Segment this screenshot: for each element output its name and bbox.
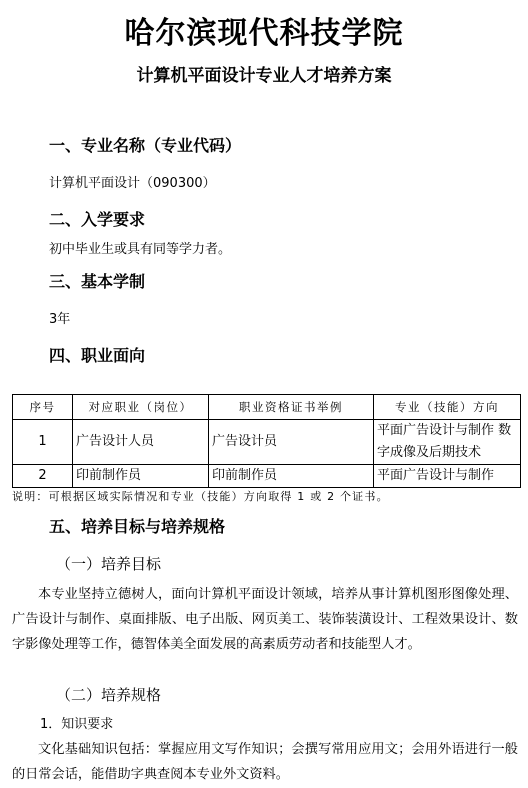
subsection-heading-goals: （一）培养目标 [56, 555, 162, 573]
table-cell-job: 广告设计人员 [73, 420, 209, 465]
table-cell-direction: 平面广告设计与制作 [374, 465, 521, 488]
section-heading-duration: 三、基本学制 [49, 272, 146, 291]
knowledge-heading: 1．知识要求 [40, 717, 114, 732]
admission-text: 初中毕业生或具有同等学力者。 [49, 242, 232, 257]
section-heading-goals-specs: 五、培养目标与培养规格 [49, 517, 226, 536]
table-row [13, 420, 521, 465]
subsection-heading-specs: （二）培养规格 [56, 686, 162, 704]
goals-paragraph: 本专业坚持立德树人，面向计算机平面设计领域，培养从事计算机图形图像处理、广告设计与制作、桌面排版、电子出版、网页美工、装饰装潢设计、工程效果设计、数字影像处理等工作，德智体美全面发展的高素质劳动者和技能型人才。 [12, 587, 518, 652]
table-cell-no: 1 [13, 420, 73, 465]
section-heading-major-name: 一、专业名称（专业代码） [49, 136, 242, 155]
table-header-cell: 职业资格证书举例 [209, 395, 374, 420]
table-header-row [13, 395, 521, 420]
section-heading-career: 四、职业面向 [49, 346, 146, 365]
table-cell-cert: 广告设计员 [209, 420, 374, 465]
table-header-cell: 专业（技能）方向 [374, 395, 521, 420]
table-note: 说明：可根据区域实际情况和专业（技能）方向取得 1 或 2 个证书。 [12, 490, 389, 503]
table-header-cell: 对应职业（岗位） [73, 395, 209, 420]
document-title: 哈尔滨现代科技学院 [124, 16, 404, 51]
career-table [12, 394, 521, 488]
table-cell-no: 2 [13, 465, 73, 488]
duration-text: 3年 [49, 312, 71, 327]
table-cell-job: 印前制作员 [73, 465, 209, 488]
section-heading-admission: 二、入学要求 [49, 210, 146, 229]
table-header-cell: 序号 [13, 395, 73, 420]
table-cell-cert: 印前制作员 [209, 465, 374, 488]
table-row [13, 465, 521, 488]
document-subtitle: 计算机平面设计专业人才培养方案 [136, 66, 392, 86]
major-name-text: 计算机平面设计（090300） [49, 176, 216, 191]
table-cell-direction: 平面广告设计与制作 数字成像及后期技术 [374, 420, 521, 465]
knowledge-paragraph: 文化基础知识包括：掌握应用文写作知识；会撰写常用应用文；会用外语进行一般的日常会话，能借助字典查阅本专业外文资料。 [12, 742, 518, 782]
